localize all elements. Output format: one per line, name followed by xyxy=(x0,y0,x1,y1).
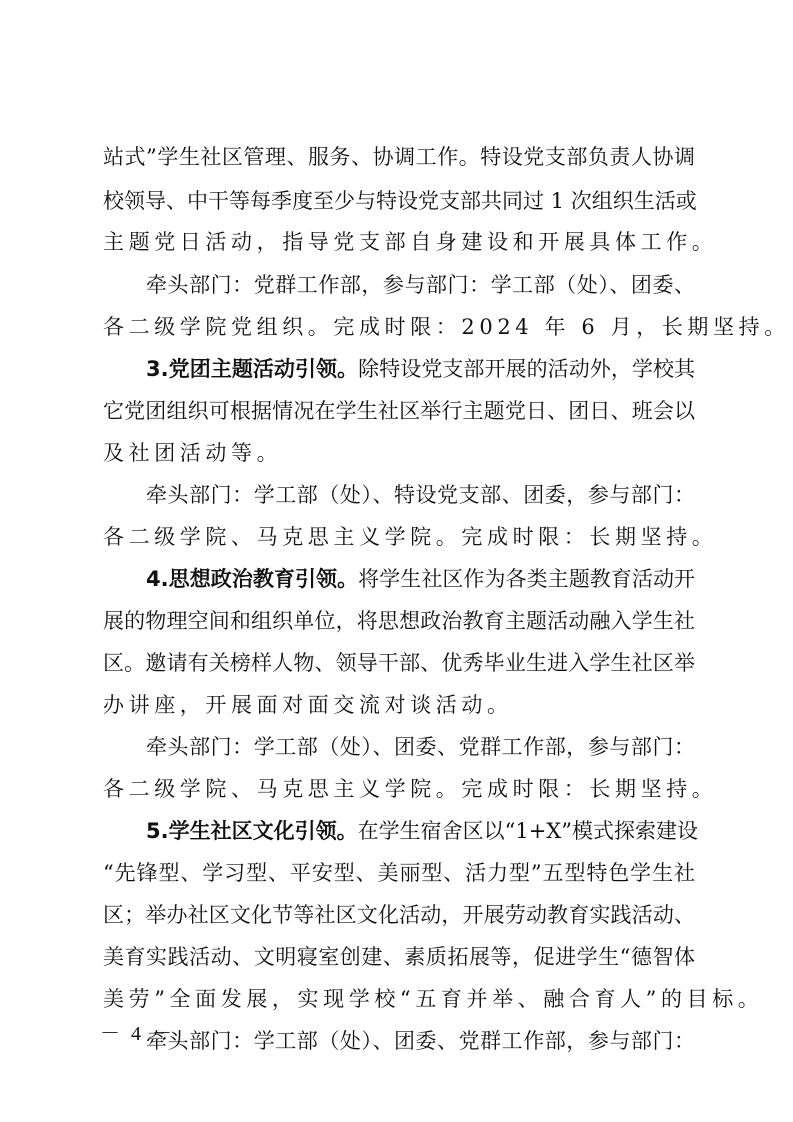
body-line: 区。邀请有关榜样人物、领导干部、优秀毕业生进入学生社区举 xyxy=(103,651,695,675)
body-line: 主题党日活动，指导党支部自身建设和开展具体工作。 xyxy=(103,230,718,254)
body-line: 校领导、中干等每季度至少与特设党支部共同过 1 次组织生活或 xyxy=(103,189,697,213)
body-line: “先锋型、学习型、平安型、美丽型、活力型”五型特色学生社 xyxy=(103,861,695,885)
body-line: 站式”学生社区管理、服务、协调工作。特设党支部负责人协调 xyxy=(103,145,695,169)
section-heading-line: 5.学生社区文化引领。在学生宿舍区以“1+X”模式探索建设 xyxy=(146,819,698,843)
body-line: 各二级学院党组织。完成时限：2024 年 6 月，长期坚持。 xyxy=(103,315,790,339)
body-line: 牵头部门：学工部（处）、团委、党群工作部，参与部门： xyxy=(146,1029,695,1053)
section-heading-line: 4.思想政治教育引领。将学生社区作为各类主题教育活动开 xyxy=(146,567,695,591)
body-line: 各二级学院、马克思主义学院。完成时限：长期坚持。 xyxy=(103,525,718,549)
body-line: 办讲座，开展面对面交流对谈活动。 xyxy=(103,693,513,717)
section-heading: 3.党团主题活动引领。 xyxy=(146,357,359,381)
body-line: 各二级学院、马克思主义学院。完成时限：长期坚持。 xyxy=(103,777,718,801)
body-line: 展的物理空间和组织单位，将思想政治教育主题活动融入学生社 xyxy=(103,609,695,633)
body-line: 牵头部门：党群工作部，参与部门：学工部（处）、团委、 xyxy=(146,273,695,297)
body-line: 它党团组织可根据情况在学生社区举行主题党日、团日、班会以 xyxy=(103,399,695,423)
body-line: 美育实践活动、文明寝室创建、素质拓展等，促进学生“德智体 xyxy=(103,945,695,969)
body-line: 牵头部门：学工部（处）、特设党支部、团委，参与部门： xyxy=(146,483,695,507)
body-line: 区；举办社区文化节等社区文化活动，开展劳动教育实践活动、 xyxy=(103,903,695,927)
section-heading: 5.学生社区文化引领。 xyxy=(146,819,358,843)
section-heading: 4.思想政治教育引领。 xyxy=(146,567,359,591)
section-heading-line: 3.党团主题活动引领。除特设党支部开展的活动外，学校其 xyxy=(146,357,695,381)
body-line: 及社团活动等。 xyxy=(103,441,283,465)
page-number: － 4 － xyxy=(100,1023,175,1045)
body-line: 美劳”全面发展，实现学校“五育并举、融合育人”的目标。 xyxy=(103,987,764,1011)
body-line: 牵头部门：学工部（处）、团委、党群工作部，参与部门： xyxy=(146,735,695,759)
